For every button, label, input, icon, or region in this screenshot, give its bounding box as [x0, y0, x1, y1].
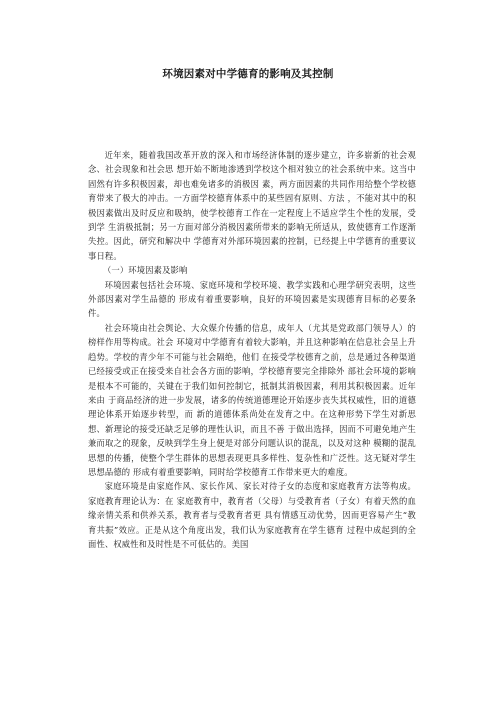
section-heading: （一）环境因素及影响 [102, 265, 188, 276]
document-title: 环境因素对中学德育的影响及其控制 [162, 68, 334, 80]
document-body [88, 148, 416, 551]
paragraph-family-environment: 家庭环境是由家庭作风、家长作风、家长对待子女的态度和家庭教育方法等构成。家庭教育理论认为：在 家庭教育中，教育者（父母）与受教育者（子女）有着天然的血缘亲情关系和供养关系，教育者与受教育者更 具有情感互动优势，因而更容易产生“教育共振”效应。正是从这个角度出发，我们认为家庭教育在学生德育 过程中成起到的全面性、权威性和及时性是不可低估的。美国 [88, 481, 416, 549]
paragraph-social-environment: 社会环境由社会舆论、大众媒介传播的信息，成年人（尤其是党政部门领导人）的榜样作用等构成。社会 环境对中学德育有着较大影响，并且这种影响在信息社会呈上升趋势。学校的青少年不可能与社会隔绝，他们 在接受学校德育之前，总是通过各种渠道已经接受或正在接受来自社会各方面的影响，学校德育要完全排除外 部社会环境的影响是根本不可能的，关键在于我们如何控制它，抵制其消极因素，利用其积极因素。近年来由 于商品经济的进一步发展，诸多的传统道德理论开始逐步丧失其权威性，旧的道德理论体系开始逐步转型，而 新的道德体系尚处在发育之中。在这种形势下学生对新思想、新理论的接受还缺乏足够的理性认识，而且不善 于做出选择，因而不可避免地产生兼而取之的现象，反映到学生身上便是对部分问题认识的混乱，以及对这种 模糊的混乱思想的传播，使整个学生群体的思想表现更具多样性、复杂性和广泛性。这无疑对学生思想品德的 形成有着重要影响，同时给学校德育工作带来更大的难度。 [88, 322, 416, 477]
paragraph-intro: 近年来，随着我国改革开放的深入和市场经济体制的逐步建立，许多崭新的社会观念、社会现象和社会思 想开始不断地渗透到学校这个相对独立的社会系统中来。这当中固然有许多积极因素，却也难免诸多的消极因 素，两方面因素的共同作用给整个学校德育带来了极大的冲击。一方面学校德育体系中的某些固有原则、方法 ，不能对其中的积极因素做出及时反应和吸纳，使学校德育工作在一定程度上不适应学生个性的发展，受到学 生消极抵制；另一方面对部分消极因素所带来的影响无所适从，致使德育工作逐渐失控。因此，研究和解决中 学德育对外部环境因素的控制，已经提上中学德育的重要议事日程。 [88, 150, 416, 261]
paragraph-environment-factors: 环境因素包括社会环境、家庭环境和学校环境、教学实践和心理学研究表明，这些外部因素对学生品德的 形成有着重要影响，良好的环境因素是实现德育目标的必要条件。 [88, 279, 416, 319]
